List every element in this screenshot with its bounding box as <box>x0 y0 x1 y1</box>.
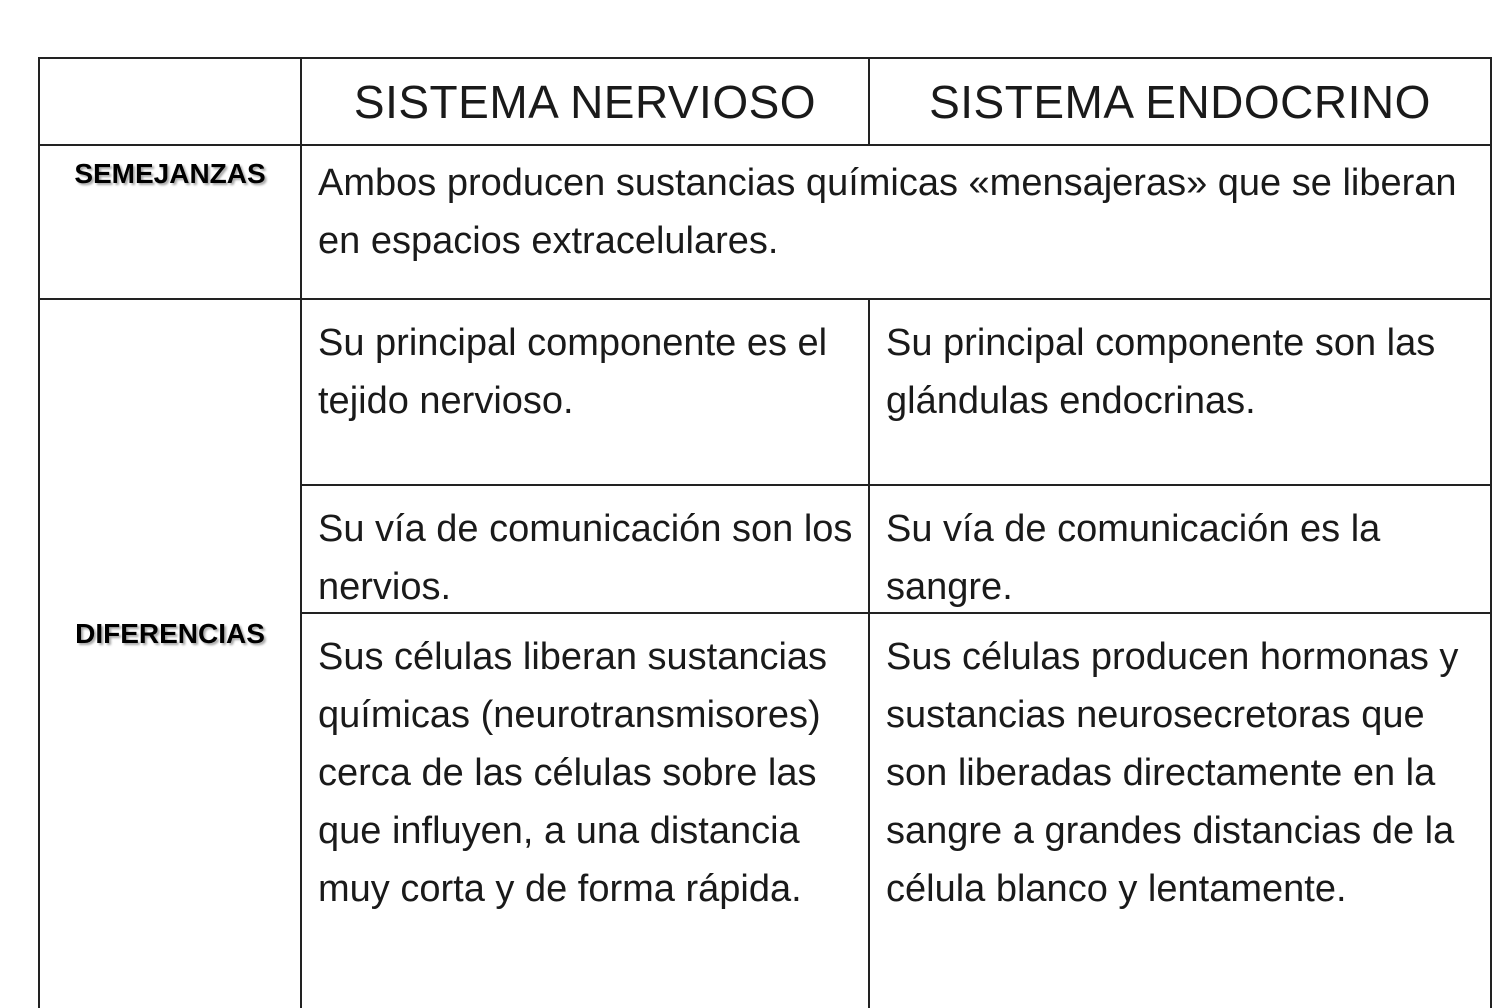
table-corner-cell <box>38 57 300 144</box>
semejanzas-text-cell <box>300 144 1492 298</box>
header-sistema-endocrino: SISTEMA ENDOCRINO <box>868 57 1492 144</box>
diferencia-1-endocrino: Su principal componente son las glándulas endocrinas. <box>868 298 1492 484</box>
row-label-semejanzas <box>38 144 300 298</box>
header-sistema-nervioso: SISTEMA NERVIOSO <box>300 57 868 144</box>
diferencias-label: DIFERENCIAS <box>75 618 265 649</box>
semejanzas-label: SEMEJANZAS <box>74 158 266 189</box>
diferencia-2-nervioso: Su vía de comunicación son los nervios. <box>300 484 868 612</box>
comparison-table <box>38 57 1492 1008</box>
row-label-diferencias <box>38 298 300 1008</box>
diferencia-2-endocrino: Su vía de comunicación es la sangre. <box>868 484 1492 612</box>
diferencia-1-nervioso: Su principal componente es el tejido nervioso. <box>300 298 868 484</box>
diferencia-3-endocrino: Sus células producen hormonas y sustancias neurosecretoras que son liberadas directamente en la sangre a grandes distancias de la célula blanco y lentamente. <box>868 612 1492 1008</box>
diferencia-3-nervioso: Sus células liberan sustancias químicas (neurotransmisores) cerca de las células sobre las que influyen, a una distancia muy corta y de forma rápida. <box>300 612 868 1008</box>
semejanzas-text: Ambos producen sustancias químicas «mensajeras» que se liberan en espacios extracelulares. <box>318 162 1457 262</box>
